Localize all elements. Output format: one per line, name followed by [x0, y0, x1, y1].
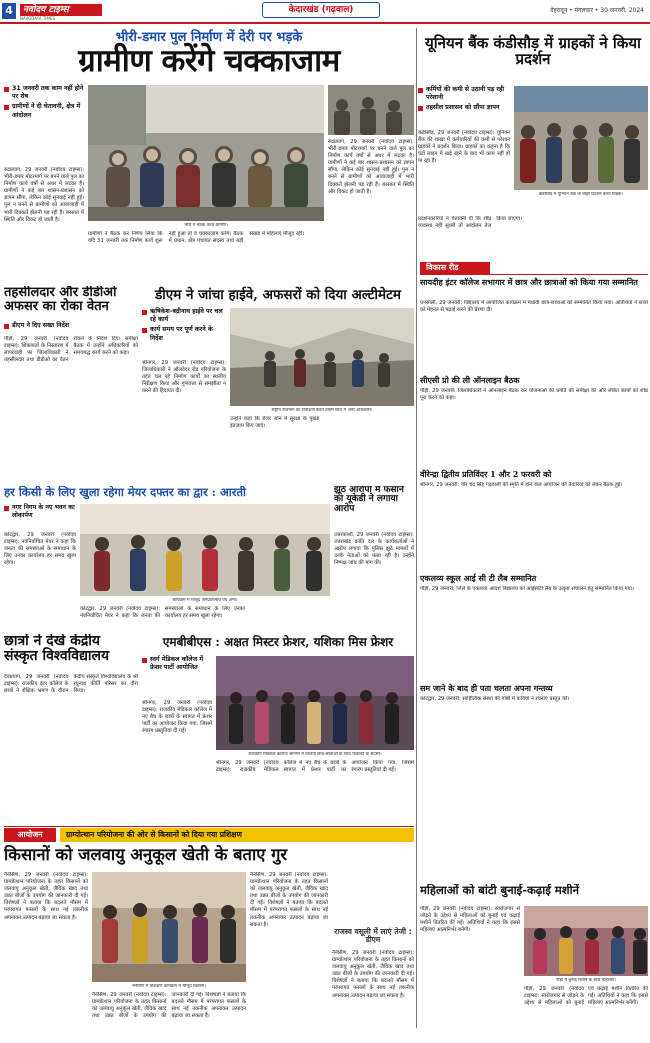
headline: हर किसी के लिए खुला रहेगा मेयर दफ्तर का द्वार : आरती	[4, 486, 246, 499]
item-body: पौड़ी, 29 जनवरी: जिले के एकलव्य आदर्श विद्यालय को आईसीटी लैब के उत्कृष्ट संचालन हेतु सम्मानित किया गया।	[420, 586, 634, 592]
photo-fresher	[216, 656, 414, 750]
body-col: नैनीसैण, 29 जनवरी (नवोदय टाइम्स): ग्राम्योत्थान परियोजना के तहत किसानों को जलवायु अनुकूल खेती, जैविक खाद तथा उन्नत बीजों के उपयोग की जानकारी दी गई। विशेषज्ञों ने बताया कि बदलते मौसम में परंपरागत फसलों के साथ नई तकनीक अपनाकर उत्पादन बढ़ाया जा सकता है।	[250, 872, 328, 928]
subhead: राजस्व वसूली में लाएं तेजी : डीएम	[334, 927, 412, 944]
story-machines	[420, 884, 648, 1040]
photo-caption: राजकीय मेडिकल कॉलेज श्रीनगर में विजेता छात्र-छात्राओं के साथ फैकल्टी के सदस्य।	[248, 752, 382, 757]
item-headline: सम जाने के बाद ही पता चलता अपना गन्तव्य	[420, 683, 553, 693]
photo-caption: भीरी में बैठक करते ग्रामीण।	[184, 223, 228, 228]
body-col: नैनीसैण, 29 जनवरी (नवोदय टाइम्स): ग्राम्योत्थान परियोजना के तहत किसानों को जलवायु अनुकूल खेती, जैविक खाद तथा उन्नत बीजों के उपयोग की जानकारी दी गई। विशेषज्ञों ने बताया कि बदलते मौसम में परंपरागत फसलों के साथ नई तकनीक अपनाकर उत्पादन बढ़ाया जा सकता है।	[332, 950, 414, 999]
divider	[416, 28, 417, 1028]
section-tag: आयोजन	[4, 828, 56, 842]
item-body: कोटद्वार, 29 जनवरी: साहित्यिक संस्था की गोष्ठी में कवियों ने रचनाएं प्रस्तुत कीं।	[420, 696, 570, 702]
kicker: भीरी-डमार पुल निर्माण में देरी पर भड़के	[115, 30, 303, 45]
bullet: डीएम ने दिए सख्त निर्देश	[4, 322, 138, 330]
story-highway	[142, 286, 414, 482]
bullet: कर्मियों की कमी से उठानी पड़ रही परेशानी	[418, 86, 510, 102]
story-mayor	[4, 486, 330, 630]
body-col: कंडीसौड़, 29 जनवरी (नवोदय टाइम्स): यूनियन बैंक की शाखा में कर्मचारियों की कमी से परेशान ग्राहकों ने प्रदर्शन किया। ग्राहकों का कहना है कि घंटों लाइन में खड़े रहने के बाद भी काम नहीं हो पा रहा है।	[418, 130, 510, 165]
headline: एमबीबीएस : अक्षत मिस्टर फ्रेशर, यशिका मिस फ्रेशर	[162, 635, 394, 649]
photo-caption: नैनीसैण में प्रशिक्षण कार्यक्रम में मौजूद किसान।	[132, 984, 206, 989]
photo-bridge	[88, 85, 324, 221]
bullet: ग्रामीणों ने दी चेतावनी, क्षेत्र में आंदोलन	[4, 103, 84, 119]
divider	[4, 826, 414, 827]
body-col: उत्तरकाशी, 29 जनवरी (नवोदय टाइम्स): उत्तराखंड क्रांति दल के कार्यकर्ताओं ने आरोप लगाया कि पुलिस झूठे मामलों में उनके नेताओं को फंसा रही है। उन्होंने निष्पक्ष जांच की मांग की।	[334, 532, 414, 567]
body-col: रुद्रप्रयाग, 29 जनवरी (नवोदय टाइम्स): भीरी-डमार मोटरमार्ग पर बनने वाले पुल का निर्माण कार्य वर्षों से अधर में लटका है। ग्रामीणों ने कई बार शासन-प्रशासन को ज्ञापन सौंपा, लेकिन कोई सुनवाई नहीं हुई। पुल न बनने से ग्रामीणों को आवाजाही में भारी दिक्कतें झेलनी पड़ रही हैं। बरसात में स्थिति और विकट हो जाती है।	[328, 139, 414, 195]
body-col: रुद्रप्रयाग, 29 जनवरी (नवोदय टाइम्स): भीरी-डमार मोटरमार्ग पर बनने वाले पुल का निर्माण कार्य वर्षों से अधर में लटका है। ग्रामीणों ने कई बार शासन-प्रशासन को ज्ञापन सौंपा, लेकिन कोई सुनवाई नहीं हुई। पुल न बनने से ग्रामीणों को आवाजाही में भारी दिक्कतें झेलनी पड़ रही हैं। बरसात में स्थिति और विकट हो जाती है।	[4, 167, 84, 223]
headline: झूठे आरोपों में फंसाने का यूकेडी ने लगाया आरोप	[334, 486, 404, 514]
photo-caption: कार्यक्रम में मौजूद जनप्रतिनिधि एवं अन्य।	[172, 598, 238, 603]
item-headline: सायदीह इंटर कॉलेज सभागार में छात्र और छात्राओं को किया गया सम्मानित	[420, 277, 638, 287]
headline: ग्रामीण करेंगे चक्काजाम	[78, 43, 340, 79]
bullet: 31 जनवरी तक काम नहीं होने पर रोष	[4, 85, 84, 101]
story-bridge	[4, 27, 414, 283]
story-ukd	[334, 486, 414, 630]
headline: किसानों को जलवायु अनुकूल खेती के बताए गुर	[4, 845, 288, 864]
body-col: देवप्रयाग, 29 जनवरी (नवोदय टाइम्स): राजकीय इंटर कॉलेज के छात्रों ने शैक्षिक भ्रमण के दौरान केंद्रीय संस्कृत विश्वविद्यालय के श्री रघुनाथ कीर्ति परिसर का दौरा किया।	[4, 674, 138, 695]
bullet-list	[4, 322, 138, 332]
item-headline: एकलव्य स्कूल आई सी टी लैब सम्मानित	[420, 573, 537, 583]
vikas-reed-column	[420, 262, 648, 882]
bullet: नगर निगम के नए भवन का लोकार्पण	[4, 504, 76, 520]
bullet-list	[4, 85, 84, 122]
bullet: कार्य समय पर पूर्ण करने के निर्देश	[142, 326, 226, 342]
item-headline: वीरेन्द्रा द्वितीय प्रतिविंदर 1 और 2 फरवरी को	[420, 469, 552, 479]
body-col: पौड़ी, 29 जनवरी (नवोदय टाइम्स): शिकायतों के निस्तारण में लापरवाही पर जिलाधिकारी ने तहसीलदार तथा डीडीओ का वेतन रोकने के निर्देश दिए। समीक्षा बैठक में उन्होंने अधिकारियों को समयबद्ध कार्य करने को कहा।	[4, 336, 138, 364]
photo-bridge-2	[328, 85, 414, 135]
story-salary	[4, 286, 138, 482]
column-label: विकास रीड	[420, 262, 490, 274]
body-col: नैनीसैण, 29 जनवरी (नवोदय टाइम्स): ग्राम्योत्थान परियोजना के तहत किसानों को जलवायु अनुकूल खेती, जैविक खाद तथा उन्नत बीजों के उपयोग की जानकारी दी गई। विशेषज्ञों ने बताया कि बदलते मौसम में परंपरागत फसलों के साथ नई तकनीक अपनाकर उत्पादन बढ़ाया जा सकता है।	[4, 872, 88, 921]
bullet-list	[4, 504, 76, 522]
photo-highway	[230, 308, 414, 406]
bullet: स्वर्ग मेडिकल कॉलेज में फ्रेशर पार्टी आयोजित	[142, 656, 212, 672]
page-number: 4	[2, 3, 16, 19]
divider	[420, 274, 648, 275]
bullet-list	[418, 86, 510, 115]
bullet-list	[142, 656, 212, 674]
story-union-bank	[418, 30, 648, 258]
item-body: श्रीनगर, 29 जनवरी: वीर चंद्र सिंह गढ़वाली की स्मृति में होने वाले आयोजन की तैयारियों को लेकर बैठक हुई।	[420, 482, 623, 488]
kicker: ग्राम्योत्थान परियोजना की ओर से किसानों को दिया गया प्रशिक्षण	[60, 828, 414, 842]
story-sanskrit	[4, 634, 138, 822]
story-farmers	[4, 828, 414, 1040]
body-col: श्रीनगर, 29 जनवरी (नवोदय टाइम्स): राजकीय मेडिकल कॉलेज में नए बैच के छात्रों के स्वागत में फ्रेशर पार्टी का आयोजन किया गया, जिसमें रंगारंग प्रस्तुतियां दी गईं।	[216, 760, 414, 774]
story-fresher	[142, 634, 414, 822]
body-col: कोटद्वार, 29 जनवरी (नवोदय टाइम्स): नवनिर्वाचित मेयर ने कहा कि जनता की समस्याओं के समाधान के लिए उनका कार्यालय हर समय खुला रहेगा।	[4, 532, 76, 567]
photo-farmers	[92, 872, 246, 982]
bullet-list	[142, 308, 226, 345]
body-col: प्रदर्शनकारियों ने चेतावनी दी कि शीघ्र व्यवस्था नहीं सुधरी तो आंदोलन तेज किया जाएगा।	[418, 216, 522, 230]
bullet: तहसील प्रशासन को सौंपा ज्ञापन	[418, 104, 510, 112]
item-body: पौड़ी, 29 जनवरी: जिलाधिकारी ने ऑनलाइन बैठक कर योजनाओं की प्रगति की समीक्षा की और लंबित कार्यों को शीघ्र पूरा करने को कहा।	[420, 388, 648, 402]
headline: महिलाओं को बांटी बुनाई-कढ़ाई मशीनें	[420, 884, 579, 897]
body-col: कोटद्वार, 29 जनवरी (नवोदय टाइम्स): नवनिर्वाचित मेयर ने कहा कि जनता की समस्याओं के समाधान के लिए उनका कार्यालय हर समय खुला रहेगा।	[80, 606, 245, 620]
issue-date: देहरादून • मंगलवार • 30 जनवरी, 2024	[550, 7, 644, 14]
item-headline: सीएसी प्रो की ली ऑनलाइन बैठक	[420, 375, 520, 385]
body-col: उन्होंने कहा कि डेंजर जोन में सुरक्षा के पुख्ता इंतजाम किए जाएं।	[230, 416, 320, 430]
headline: यूनियन बैंक कंडीसौड़ में ग्राहकों ने किया प्रदर्शन	[425, 34, 641, 68]
headline: डीएम ने जांचा हाईवे, अफसरों को दिया अल्टीमेटम	[155, 287, 401, 303]
group-photo	[88, 85, 324, 221]
photo-caption: पौड़ी में बुनाई मशीन के साथ महिलाएं।	[555, 978, 617, 983]
item-body: घनसाली, 29 जनवरी: विद्यालय में आयोजित कार्यक्रम में मेधावी छात्र-छात्राओं को सम्मानित किया गया। अतिथियों ने छात्रों को मेहनत से पढ़ाई करने की प्रेरणा दी।	[420, 300, 648, 314]
section-title: केदारखंड (गढ़वाल)	[262, 2, 380, 18]
photo-caption: राष्ट्रीय राजमार्ग का निरीक्षण करते डीएम साथ में अन्य अधिकारी।	[271, 408, 373, 413]
photo-machines	[524, 906, 648, 976]
headline: छात्रों ने देखे केंद्रीय संस्कृत विश्वविद्यालय	[4, 634, 110, 664]
body-col: नैनीसैण, 29 जनवरी (नवोदय टाइम्स): ग्राम्योत्थान परियोजना के तहत किसानों को जलवायु अनुकूल खेती, जैविक खाद तथा उन्नत बीजों के उपयोग की जानकारी दी गई। विशेषज्ञों ने बताया कि बदलते मौसम में परंपरागत फसलों के साथ नई तकनीक अपनाकर उत्पादन बढ़ाया जा सकता है।	[92, 992, 246, 1020]
photo-bank	[514, 86, 648, 190]
masthead	[0, 0, 650, 24]
body-col: श्रीनगर, 29 जनवरी (नवोदय टाइम्स): राजकीय मेडिकल कॉलेज में नए बैच के छात्रों के स्वागत में फ्रेशर पार्टी का आयोजन किया गया, जिसमें रंगारंग प्रस्तुतियां दी गईं।	[142, 700, 212, 735]
body-col: ग्रामीणों ने बैठक कर निर्णय लिया कि यदि 31 जनवरी तक निर्माण कार्य शुरू नहीं हुआ तो वे चक्काजाम करेंगे। बैठक में प्रधान, क्षेत्र पंचायत सदस्य तथा बड़ी संख्या में महिलाएं मौजूद रहीं।	[88, 231, 305, 245]
photo-caption: कंडीसौड़ में यूनियन बैंक के बाहर प्रदर्शन करते ग्राहक।	[538, 192, 624, 197]
paper-tagline: NAVODAYA TIMES	[20, 16, 56, 21]
body-col: पौड़ी, 29 जनवरी (नवोदय टाइम्स): स्वरोजगार से जोड़ने के उद्देश्य से महिलाओं को बुनाई एवं कढ़ाई मशीनें वितरित की गईं। अतिथियों ने कहा कि इससे महिलाएं आत्मनिर्भर बनेंगी।	[420, 906, 520, 934]
headline: तहसीलदार और डीडीओ अफसर का रोका वेतन	[4, 286, 117, 314]
body-col: पौड़ी, 29 जनवरी (नवोदय टाइम्स): स्वरोजगार से जोड़ने के उद्देश्य से महिलाओं को बुनाई एवं कढ़ाई मशीनें वितरित की गईं। अतिथियों ने कहा कि इससे महिलाएं आत्मनिर्भर बनेंगी।	[524, 986, 648, 1007]
photo-mayor	[80, 504, 330, 596]
body-col: श्रीनगर, 29 जनवरी (नवोदय टाइम्स): जिलाधिकारी ने ऑलवेदर रोड परियोजना के तहत चल रहे निर्माण कार्यों का स्थलीय निरीक्षण किया और गुणवत्ता से समझौता न करने की हिदायत दी।	[142, 360, 226, 395]
bullet: ऋषिकेश-बद्रीनाथ हाईवे पर चल रहे कार्य	[142, 308, 226, 324]
paper-logo: नवोदय टाइम्स	[20, 4, 102, 16]
